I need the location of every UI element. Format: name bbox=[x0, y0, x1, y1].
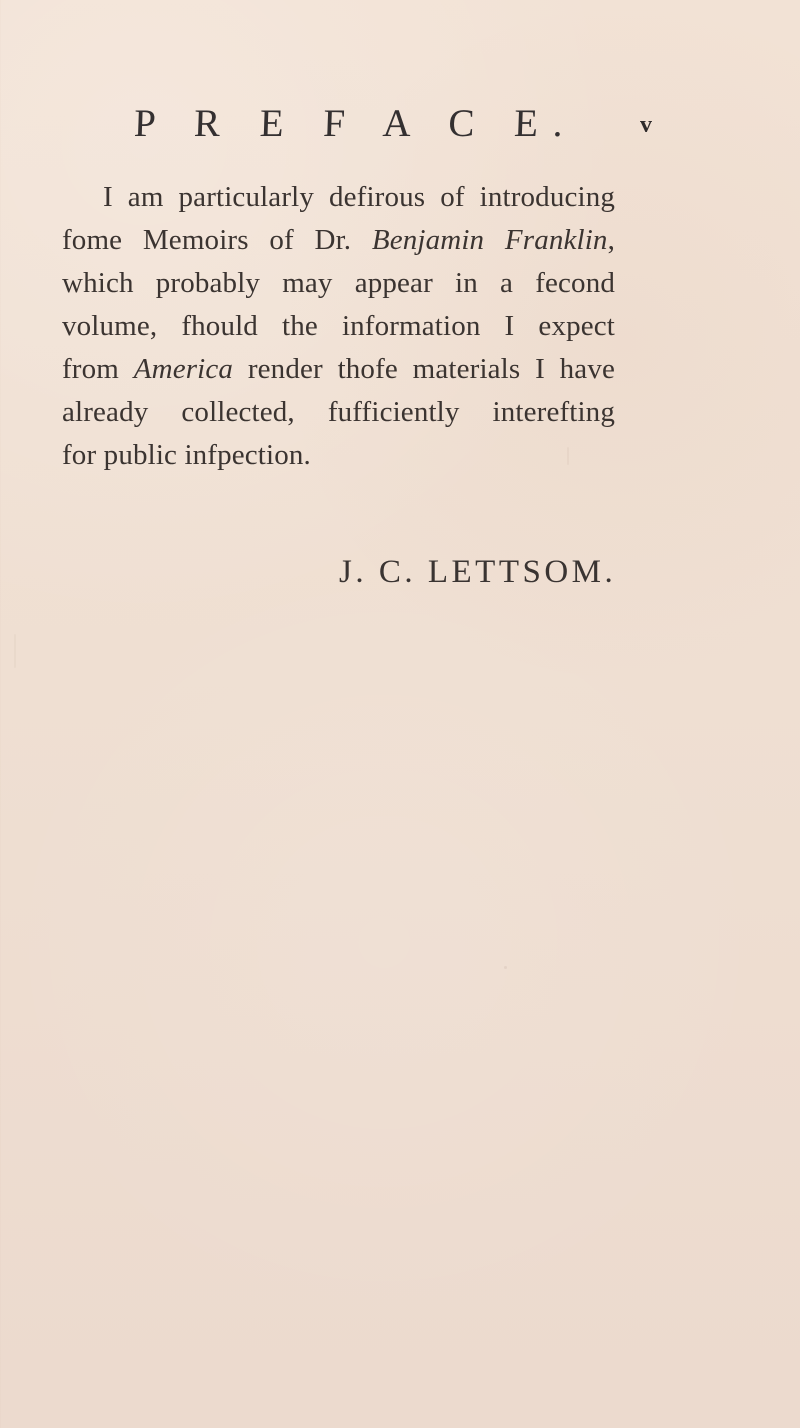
running-head bbox=[0, 104, 800, 144]
signature: J. C. LETTSOM. bbox=[339, 554, 617, 590]
paragraph-text: which probably may appear in a fecond bbox=[62, 267, 615, 299]
paragraph-line bbox=[62, 348, 615, 391]
paragraph-text: volume, fhould the information I expect bbox=[62, 310, 615, 342]
paragraph-text: fome Memoirs of Dr. bbox=[62, 224, 352, 256]
paragraph-text: I am particularly defirous of introducing bbox=[103, 181, 615, 213]
paragraph-text: render thofe materials I have bbox=[247, 353, 616, 385]
paragraph-line bbox=[62, 262, 615, 305]
page-title: P R E F A C E. bbox=[133, 102, 579, 145]
paragraph-text: for public infpection. bbox=[62, 439, 311, 471]
paragraph-line bbox=[62, 391, 615, 434]
place-name: America bbox=[133, 353, 234, 385]
paper-mark bbox=[504, 966, 507, 969]
paragraph-line bbox=[62, 305, 615, 348]
paragraph-text: , bbox=[607, 224, 615, 256]
paragraph-text: from bbox=[62, 353, 119, 385]
paragraph-line bbox=[62, 434, 615, 477]
paper-mark bbox=[14, 634, 16, 668]
paragraph-line bbox=[103, 176, 615, 219]
page-number: v bbox=[640, 112, 652, 138]
paragraph-text: already collected, fufficiently interefting bbox=[62, 396, 615, 428]
preface-paragraph bbox=[62, 176, 615, 477]
paragraph-line bbox=[62, 219, 615, 262]
person-name: Benjamin Franklin bbox=[371, 224, 608, 256]
